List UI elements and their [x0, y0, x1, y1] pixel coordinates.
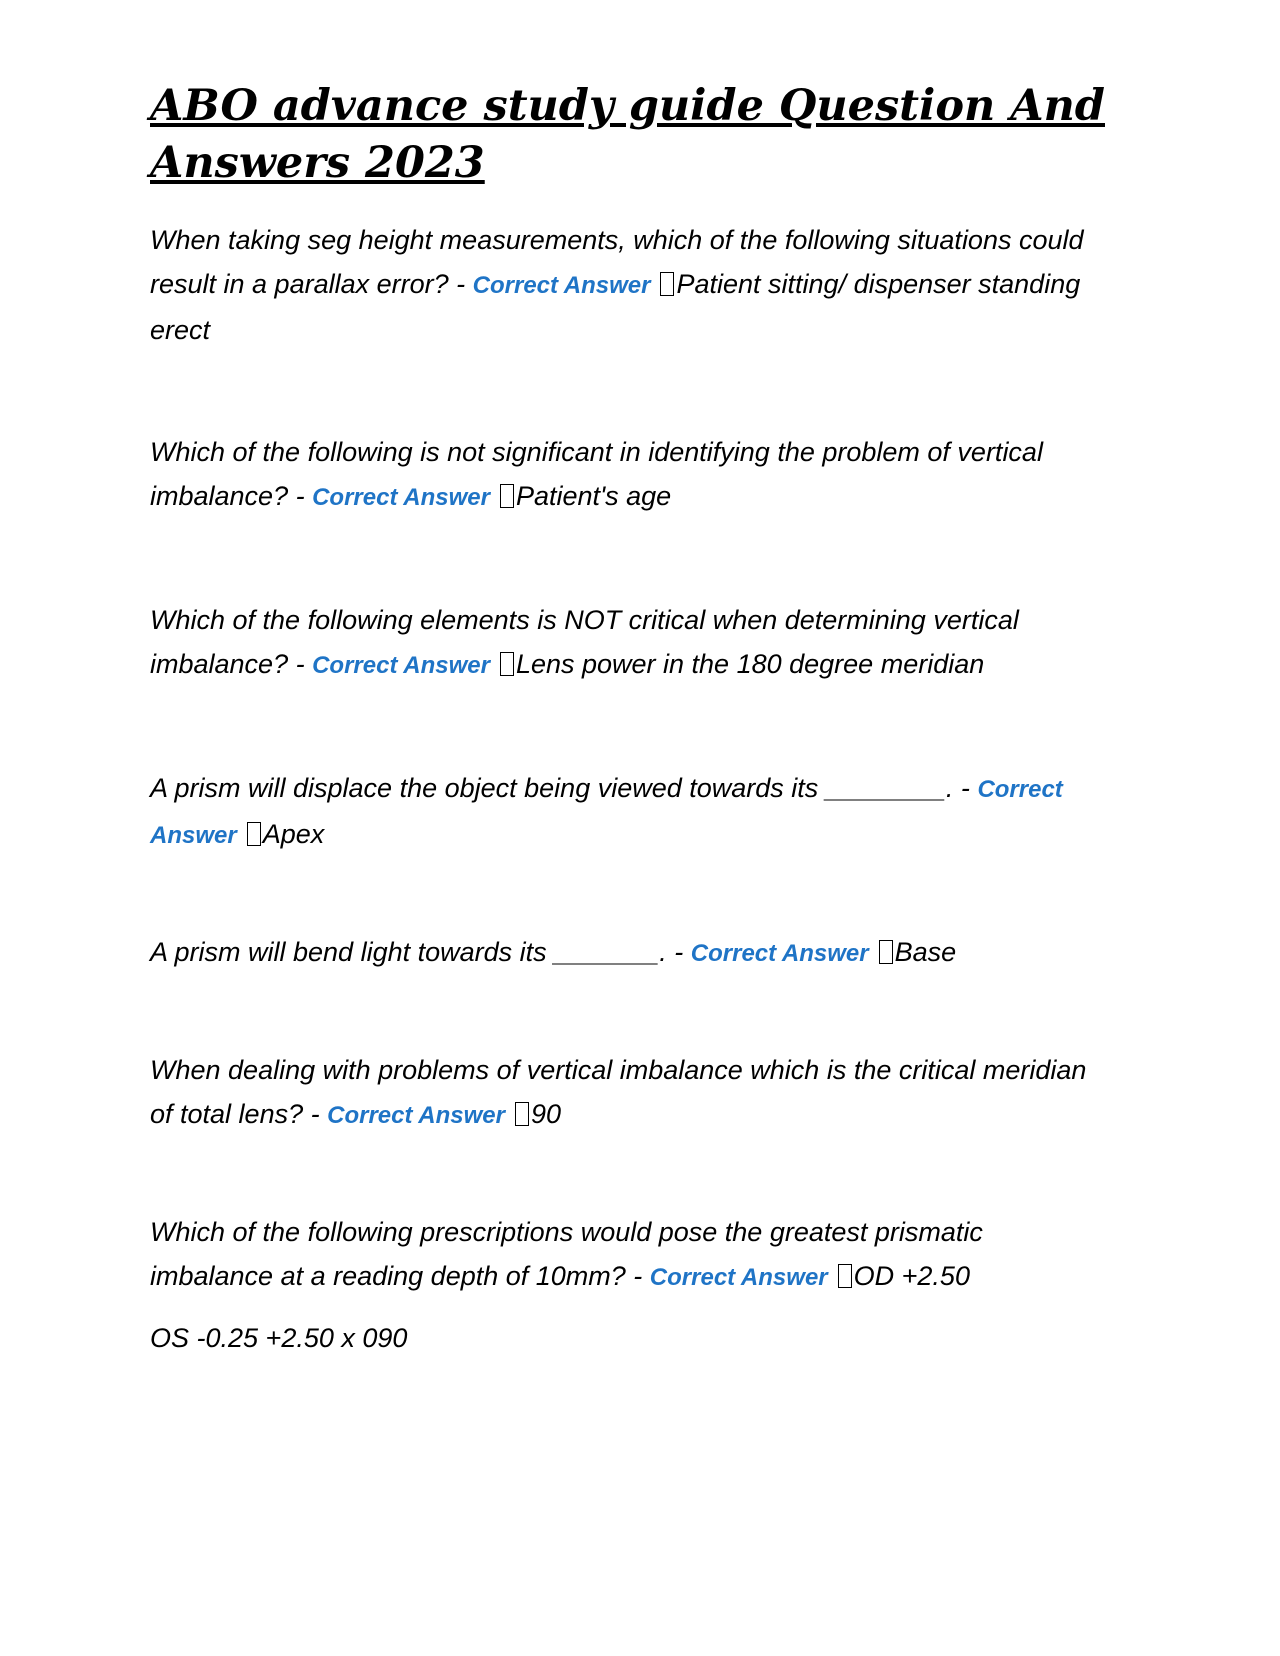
qa-item [150, 598, 1110, 688]
correct-answer-label: Correct Answer [312, 484, 490, 511]
qa-item [150, 218, 1110, 352]
answer-text: OD +2.50 [853, 1261, 970, 1291]
question-text: Which of the following prescriptions would pose the greatest prismatic imbalance at a reading depth of 10mm? - [150, 1217, 983, 1291]
question-text: A prism will bend light towards its _______. - [150, 937, 691, 967]
missing-glyph-icon [515, 1102, 529, 1126]
document-page [150, 78, 1110, 1360]
answer-text: Apex [262, 819, 325, 849]
correct-answer-label: Correct Answer [312, 652, 490, 679]
missing-glyph-icon [660, 272, 674, 296]
question-text: When dealing with problems of vertical imbalance which is the critical meridian of total lens? - [150, 1055, 1087, 1129]
correct-answer-label: Correct Answer [327, 1102, 505, 1129]
missing-glyph-icon [838, 1264, 852, 1288]
correct-answer-label: Correct Answer [690, 940, 869, 967]
answer-text: 90 [530, 1099, 561, 1129]
correct-answer-label: Correct Answer [472, 272, 651, 299]
qa-item [150, 766, 1110, 858]
missing-glyph-icon [247, 822, 261, 846]
qa-item [150, 930, 1110, 976]
correct-answer-label: Correct Answer [649, 1264, 828, 1291]
answer-text: Base [894, 937, 957, 967]
correct-answer-label: Correct Answer [150, 776, 1063, 849]
missing-glyph-icon [879, 940, 893, 964]
question-text: When taking seg height measurements, which of the following situations could result in a parallax error? - [150, 225, 1084, 299]
answer-continuation: OS -0.25 +2.50 x 090 [150, 1323, 408, 1353]
qa-item [150, 1048, 1110, 1138]
missing-glyph-icon [500, 652, 514, 676]
document-title: ABO advance study guide Question And Answers 2023 [150, 81, 1105, 188]
answer-text: Patient's age [515, 481, 672, 511]
missing-glyph-icon [500, 484, 514, 508]
question-text: Which of the following is not significant in identifying the problem of vertical imbalance? - [150, 437, 1043, 511]
qa-item [150, 430, 1110, 520]
question-text: Which of the following elements is NOT critical when determining vertical imbalance? - [150, 605, 1019, 679]
qa-item [150, 1210, 1110, 1300]
answer-text: Lens power in the 180 degree meridian [515, 649, 985, 679]
answer-text: Patient sitting/ dispenser standing erect [150, 269, 1081, 345]
question-text: A prism will displace the object being viewed towards its ________. - [150, 773, 978, 803]
